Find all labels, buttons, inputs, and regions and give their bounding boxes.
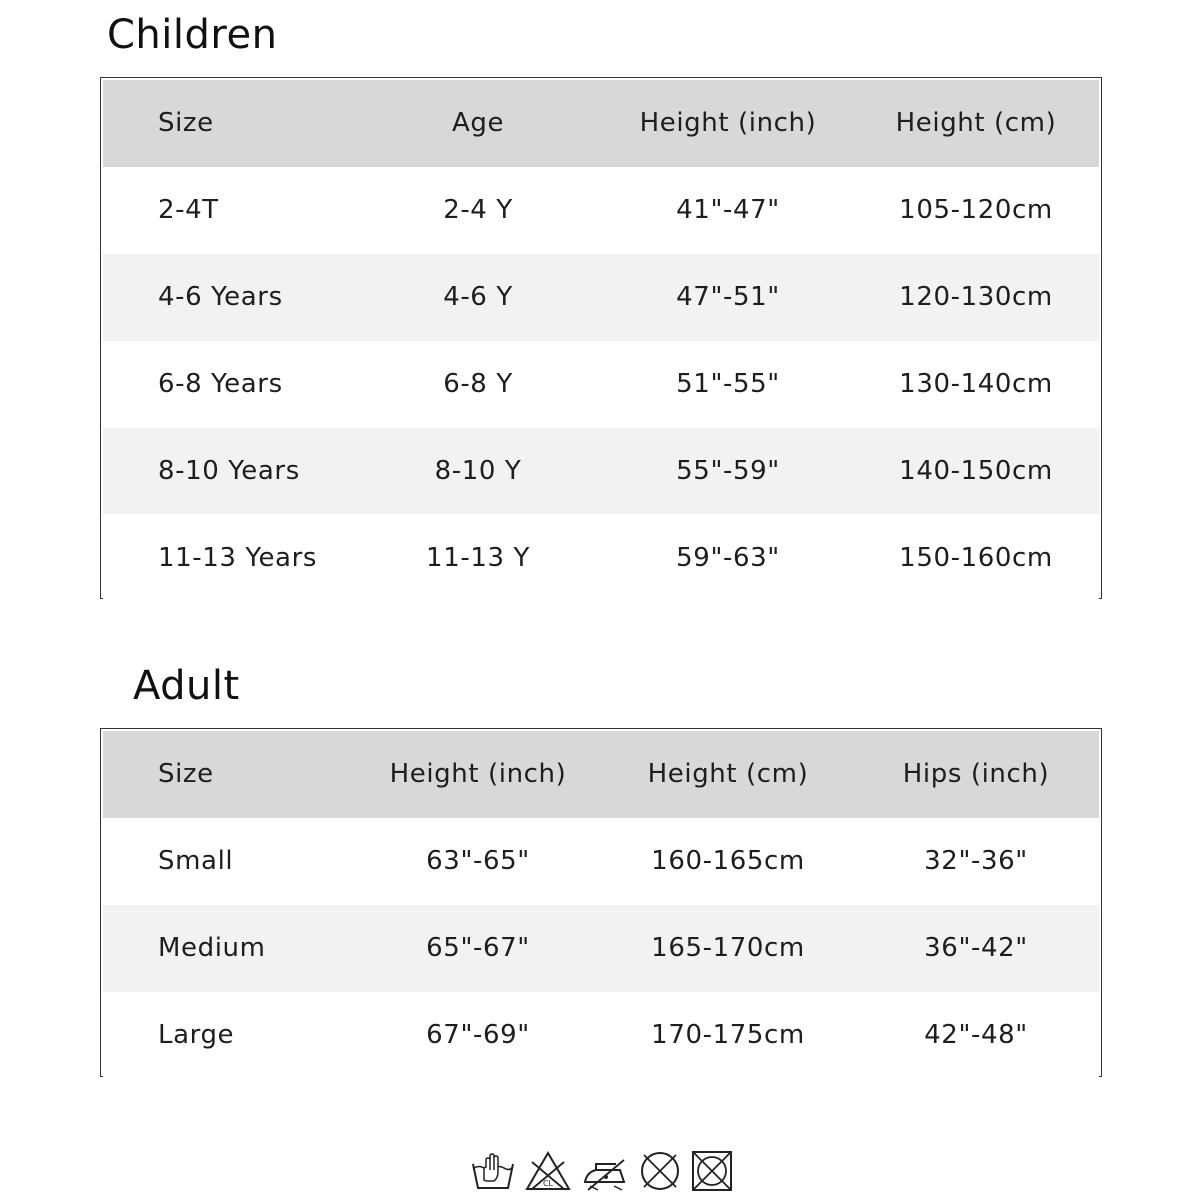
table-cell: 51"-55" (676, 369, 780, 400)
table-cell: 55"-59" (676, 456, 780, 486)
table-cell: 36"-42" (924, 933, 1028, 964)
do-not-tumble-dry-icon (690, 1150, 734, 1192)
bleach-symbol-text: CL (542, 1179, 554, 1188)
care-instructions (470, 1150, 734, 1192)
do-not-dry-clean-icon (638, 1150, 682, 1192)
table-row (103, 905, 1099, 992)
header-cell: Height (inch) (639, 108, 817, 139)
table-cell: 67"-69" (426, 1020, 530, 1051)
hand-wash-icon (470, 1150, 516, 1192)
table-cell: 160-165cm (651, 846, 805, 877)
table-row (103, 992, 1099, 1079)
table-cell: Medium (158, 933, 266, 964)
table-cell: 42"-48" (924, 1020, 1028, 1051)
header-cell: Size (158, 759, 214, 790)
header-cell: Age (451, 108, 505, 139)
children-title: Children (107, 12, 278, 58)
header-cell: Height (cm) (647, 759, 809, 790)
table-header-row (103, 80, 1099, 167)
table-cell: 170-175cm (651, 1020, 805, 1051)
table-cell: 4-6 Years (158, 282, 283, 313)
table-row (103, 254, 1099, 341)
table-cell: 140-150cm (899, 456, 1053, 486)
table-cell: 4-6 Y (443, 282, 513, 313)
table-cell: 63"-65" (426, 846, 530, 877)
table-cell: 2-4 Y (443, 195, 513, 226)
table-row (103, 428, 1099, 515)
table-cell: 8-10 Years (158, 456, 300, 486)
table-cell: 165-170cm (651, 933, 805, 964)
table-cell: 150-160cm (899, 542, 1053, 573)
table-cell: 2-4T (158, 195, 219, 226)
adult-size-table (100, 728, 1102, 1077)
table-cell: 47"-51" (676, 282, 780, 313)
header-cell: Size (158, 108, 214, 139)
adult-title: Adult (133, 663, 240, 709)
table-cell: 6-8 Years (158, 369, 283, 400)
table-cell: 6-8 Y (443, 369, 513, 400)
table-cell: 11-13 Y (426, 542, 530, 573)
table-cell: 32"-36" (924, 846, 1028, 877)
header-cell: Height (cm) (895, 108, 1057, 139)
chlorine-bleach-icon (524, 1150, 572, 1192)
table-cell: 59"-63" (676, 542, 780, 573)
table-cell: Large (158, 1020, 235, 1051)
table-row (103, 167, 1099, 254)
children-size-table (100, 77, 1102, 599)
table-cell: 41"-47" (676, 195, 780, 226)
table-cell: Small (158, 846, 234, 877)
table-cell: 105-120cm (899, 195, 1053, 226)
table-row (103, 818, 1099, 905)
table-row (103, 341, 1099, 428)
table-cell: 8-10 Y (434, 456, 522, 486)
table-cell: 120-130cm (899, 282, 1053, 313)
table-cell: 65"-67" (426, 933, 530, 964)
header-cell: Hips (inch) (902, 759, 1050, 790)
table-cell: 11-13 Years (158, 542, 318, 573)
table-row (103, 514, 1099, 601)
header-cell: Height (inch) (389, 759, 567, 790)
iron-low-no-steam-icon (580, 1150, 630, 1192)
table-header-row (103, 731, 1099, 818)
table-cell: 130-140cm (899, 369, 1053, 400)
